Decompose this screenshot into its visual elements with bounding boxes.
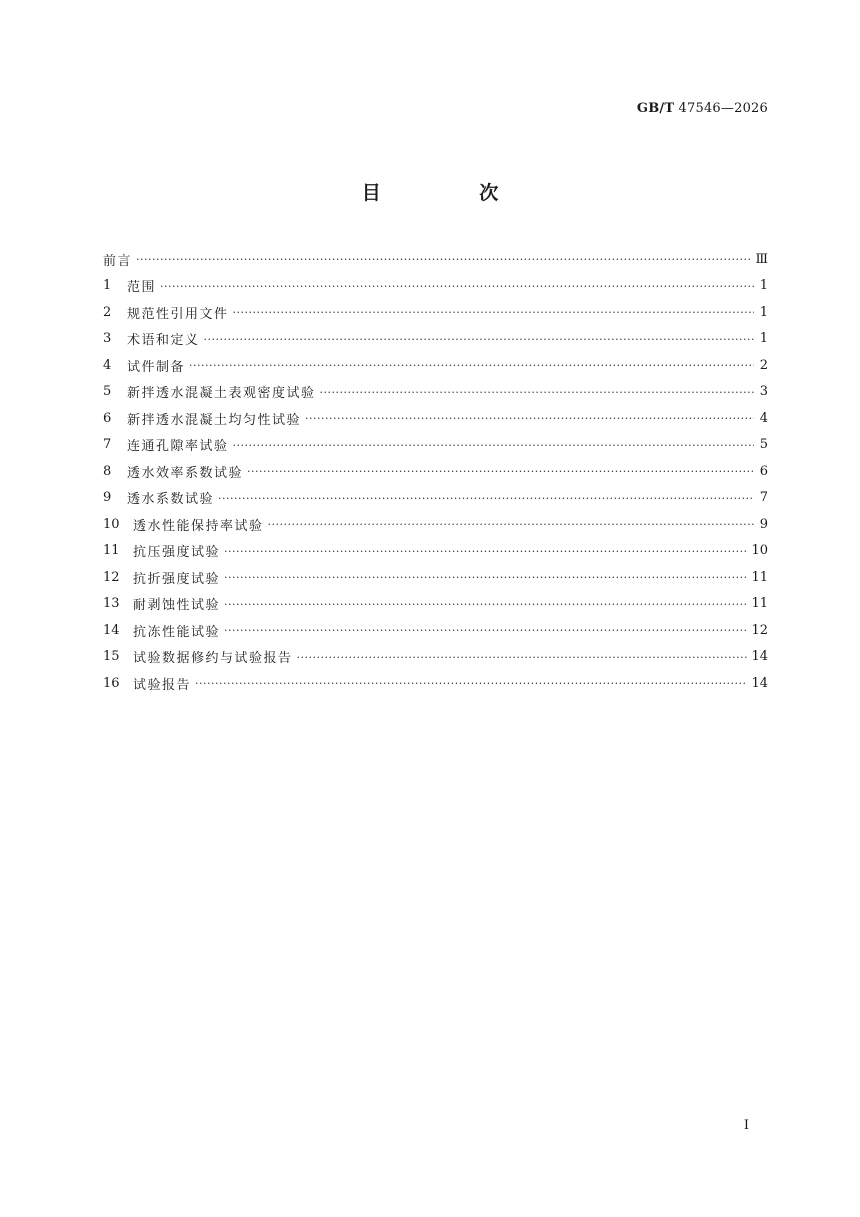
standard-prefix: GB/T (636, 101, 675, 116)
toc-entry-number: 7 (103, 437, 112, 453)
toc-entry-page: Ⅲ (755, 251, 768, 267)
toc-entry-page: 12 (751, 622, 768, 638)
toc-entry-number: 11 (103, 543, 120, 559)
toc-entry[interactable] (103, 326, 768, 353)
toc-entry[interactable] (103, 511, 768, 538)
toc-entry-label: 抗压强度试验 (133, 545, 221, 561)
table-of-contents (103, 246, 768, 697)
page-number: I (743, 1118, 749, 1133)
toc-dot-leader (233, 438, 754, 452)
toc-entry-label: 范围 (127, 280, 157, 296)
toc-dot-leader (224, 623, 747, 637)
toc-entry-label: 新拌透水混凝土表观密度试验 (127, 386, 316, 402)
toc-entry-number: 2 (103, 304, 112, 320)
toc-dot-leader (233, 305, 754, 319)
toc-entry-label: 透水系数试验 (127, 492, 215, 508)
toc-entry-number: 13 (103, 596, 120, 612)
toc-entry-page: 4 (759, 410, 768, 426)
toc-entry-label: 试验报告 (133, 677, 192, 693)
toc-entry-label: 透水性能保持率试验 (133, 518, 264, 534)
toc-entry-page: 11 (751, 569, 768, 585)
toc-entry-page: 7 (759, 490, 768, 506)
toc-entry-label: 新拌透水混凝土均匀性试验 (127, 412, 302, 428)
toc-entry[interactable] (103, 644, 768, 671)
standard-code (637, 101, 768, 116)
toc-entry[interactable] (103, 591, 768, 618)
toc-dot-leader (224, 570, 747, 584)
toc-entry-label: 前言 (103, 253, 133, 269)
toc-entry-page: 9 (759, 516, 768, 532)
toc-entry-number: 16 (103, 675, 120, 691)
toc-entry[interactable] (103, 299, 768, 326)
toc-dot-leader (268, 517, 754, 531)
toc-entry-number: 3 (103, 331, 112, 347)
toc-entry-page: 2 (759, 357, 768, 373)
toc-entry-label: 试件制备 (127, 359, 186, 375)
toc-entry-label: 术语和定义 (127, 333, 200, 349)
toc-entry-label: 规范性引用文件 (127, 306, 229, 322)
toc-entry-number: 5 (103, 384, 112, 400)
toc-dot-leader (218, 491, 754, 505)
toc-entry-page: 3 (759, 384, 768, 400)
toc-dot-leader (224, 544, 747, 558)
toc-dot-leader (297, 650, 748, 664)
toc-dot-leader (204, 332, 754, 346)
toc-entry[interactable] (103, 617, 768, 644)
toc-entry-page: 11 (751, 596, 768, 612)
toc-entry-page: 6 (759, 463, 768, 479)
toc-entry-label: 耐剥蚀性试验 (133, 598, 221, 614)
toc-entry[interactable] (103, 538, 768, 565)
toc-entry[interactable] (103, 670, 768, 697)
toc-dot-leader (320, 385, 754, 399)
toc-entry-page: 1 (759, 331, 768, 347)
toc-dot-leader (189, 358, 754, 372)
toc-entry-page: 14 (751, 649, 768, 665)
toc-entry-page: 14 (751, 675, 768, 691)
toc-entry[interactable] (103, 405, 768, 432)
toc-entry-number: 1 (103, 278, 112, 294)
toc-entry[interactable] (103, 458, 768, 485)
toc-entry-label: 连通孔隙率试验 (127, 439, 229, 455)
toc-entry-page: 5 (759, 437, 768, 453)
toc-entry-page: 10 (751, 543, 768, 559)
toc-dot-leader (195, 676, 747, 690)
toc-entry-label: 抗冻性能试验 (133, 624, 221, 640)
toc-entry[interactable] (103, 379, 768, 406)
toc-entry-number: 14 (103, 622, 120, 638)
page-title: 目 次 (361, 182, 545, 204)
toc-entry[interactable] (103, 273, 768, 300)
toc-entry-page: 1 (759, 304, 768, 320)
toc-entry-number: 10 (103, 516, 120, 532)
toc-dot-leader (247, 464, 754, 478)
toc-dot-leader (224, 597, 747, 611)
toc-entry-label: 抗折强度试验 (133, 571, 221, 587)
toc-entry-number: 8 (103, 463, 112, 479)
toc-entry-number: 12 (103, 569, 120, 585)
toc-entry-number: 15 (103, 649, 120, 665)
standard-number: 47546—2026 (678, 101, 768, 116)
toc-dot-leader (305, 411, 754, 425)
toc-dot-leader (160, 279, 754, 293)
toc-entry[interactable] (103, 432, 768, 459)
toc-entry-number: 4 (103, 357, 112, 373)
toc-entry-page: 1 (759, 278, 768, 294)
toc-dot-leader (136, 252, 751, 266)
toc-entry-number: 6 (103, 410, 112, 426)
toc-entry-label: 透水效率系数试验 (127, 465, 244, 481)
toc-entry[interactable] (103, 485, 768, 512)
toc-entry[interactable] (103, 564, 768, 591)
toc-entry-number: 9 (103, 490, 112, 506)
toc-entry-label: 试验数据修约与试验报告 (133, 651, 293, 667)
toc-entry-foreword[interactable] (103, 246, 768, 273)
toc-entry[interactable] (103, 352, 768, 379)
